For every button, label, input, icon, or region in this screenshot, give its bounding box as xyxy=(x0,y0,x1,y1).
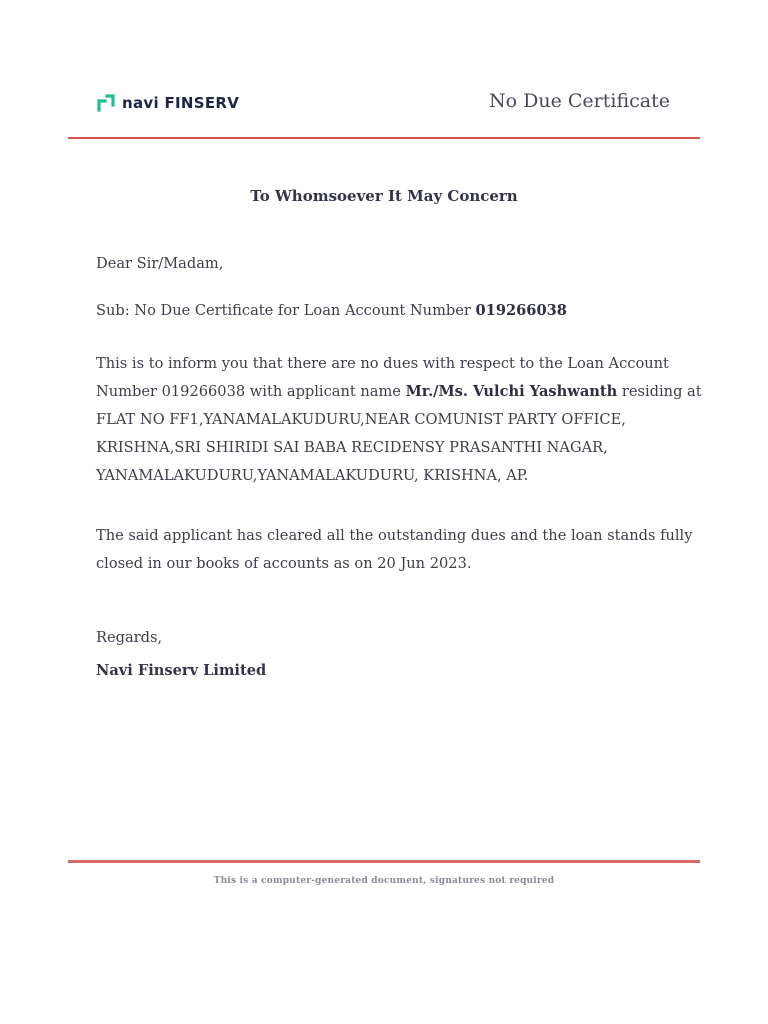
subject-line xyxy=(96,297,706,325)
applicant-name: Mr./Ms. Vulchi Yashwanth xyxy=(405,383,618,400)
subject-prefix: Sub: No Due Certificate for Loan Account Number xyxy=(96,302,476,319)
footer-divider xyxy=(68,860,700,863)
regards: Regards, xyxy=(96,629,163,646)
signoff-company: Navi Finserv Limited xyxy=(96,662,267,679)
body-paragraph-1 xyxy=(96,350,706,490)
salutation: Dear Sir/Madam, xyxy=(96,255,224,272)
navi-logo xyxy=(96,92,239,114)
header-divider xyxy=(68,137,700,139)
brand-name: navi FINSERV xyxy=(122,94,240,112)
body1-address: residing at FLAT NO FF1,YANAMALAKUDURU,NEAR COMUNIST PARTY OFFICE, KRISHNA,SRI SHIRIDI SAI BABA RECIDENSY PRASANTHI NAGAR, YANAMALAKUDURU,YANAMALAKUDURU, KRISHNA, AP. xyxy=(96,383,702,484)
letter-heading: To Whomsoever It May Concern xyxy=(250,187,518,205)
navi-logo-icon xyxy=(96,93,116,113)
footer-note: This is a computer-generated document, signatures not required xyxy=(213,876,555,886)
body-paragraph-2: The said applicant has cleared all the outstanding dues and the loan stands fully closed in our books of accounts as on 20 Jun 2023. xyxy=(96,527,693,572)
loan-account-number: 019266038 xyxy=(475,302,567,319)
document-title: No Due Certificate xyxy=(489,90,670,112)
body1-text-start: This is to inform you that there are no dues with respect to the Loan Account Number 019266038 with applicant name xyxy=(96,355,669,400)
